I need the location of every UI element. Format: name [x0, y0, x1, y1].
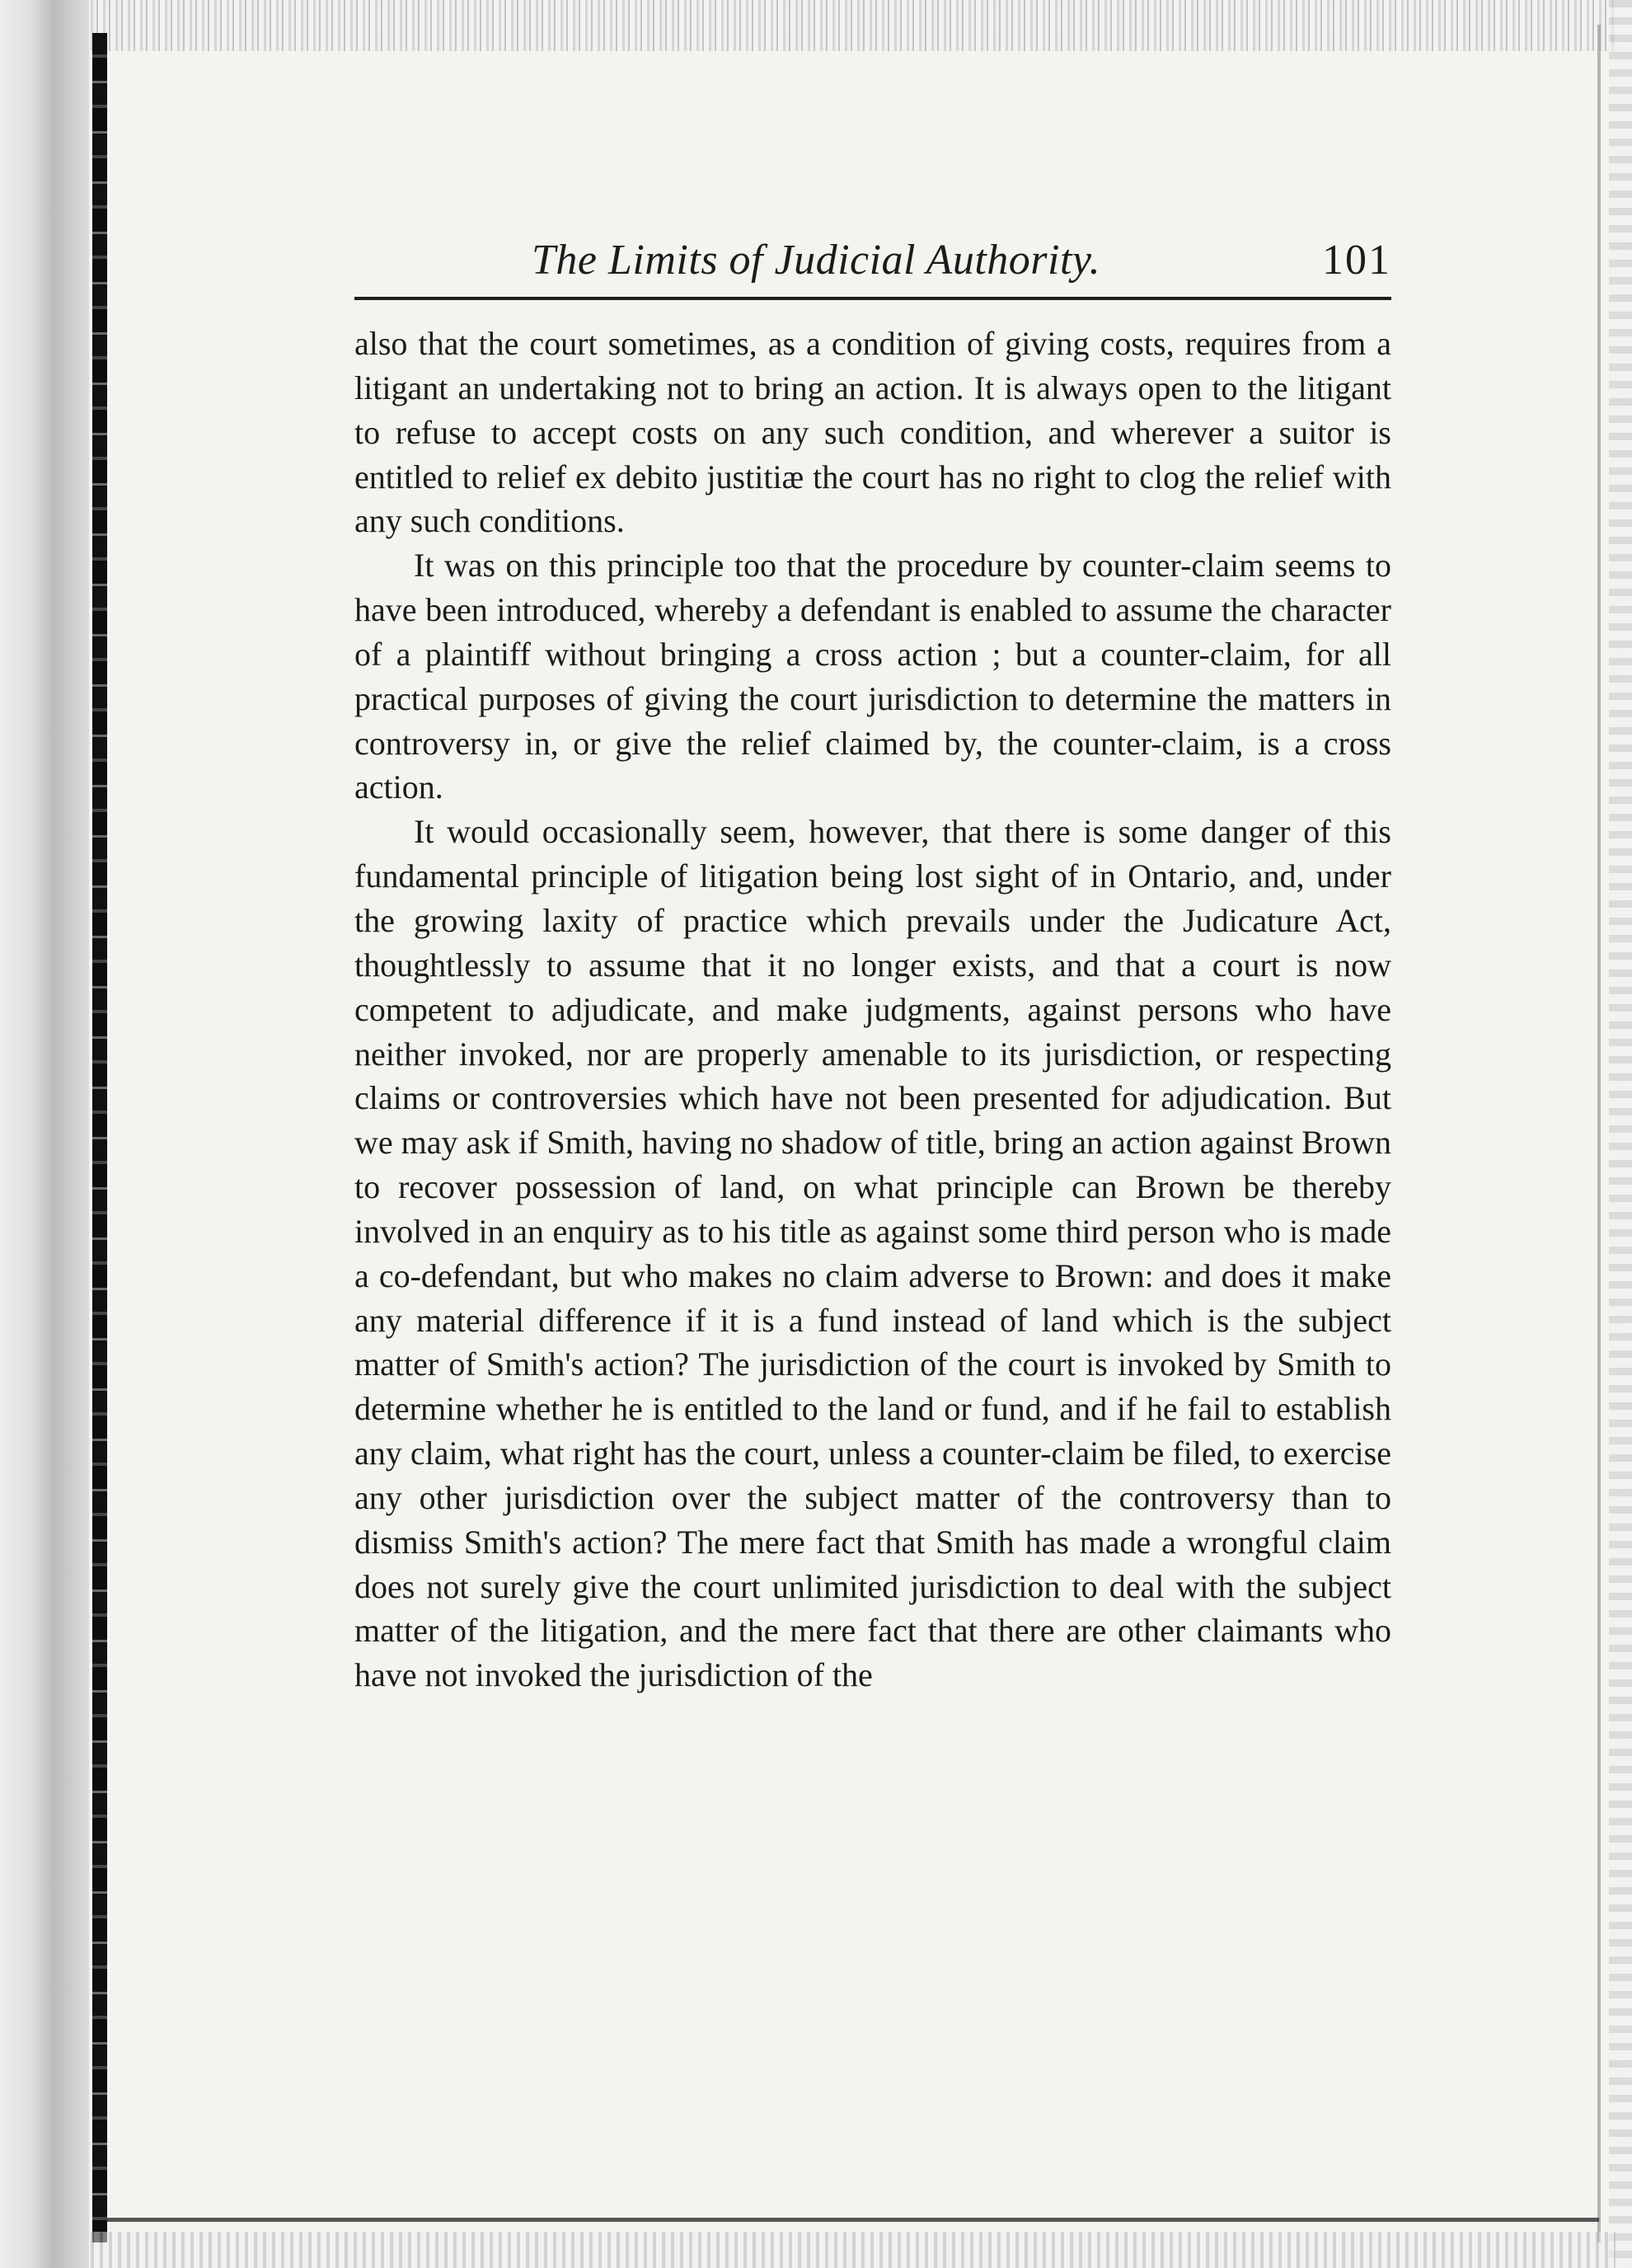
scan-bottom-line	[107, 2218, 1599, 2222]
scan-left-edge	[0, 0, 89, 2268]
scan-bottom-edge	[91, 2232, 1616, 2268]
scan-right-line	[1597, 25, 1601, 2242]
body-text	[354, 322, 1391, 1697]
page-number: 101	[1322, 237, 1391, 284]
scan-left-binding-line	[92, 33, 107, 2242]
running-head	[354, 228, 1391, 293]
running-head-title: The Limits of Judicial Authority.	[532, 237, 1101, 284]
paragraph-1: also that the court sometimes, as a condition of giving costs, requires from a litigant an undertaking not to bring an action. It is always open to the litigant to refuse to accept costs on any such condition, and wherever a suitor is entitled to relief ex debito justitiæ the court has no right to clog the relief with any such conditions.	[354, 325, 1391, 540]
paragraph-3: It would occasionally seem, however, that there is some danger of this fundamental principle of litigation being lost sight of in Ontario, and, under the growing laxity of practice which prevails under the Judicature Act, thoughtlessly to assume that it no longer exists, and that a court is now competent to adjudicate, and make judgments, against persons who have neither invoked, nor are properly amenable to its jurisdiction, or respecting claims or controversies which have not been presented for adjudication. But we may ask if Smith, having no shadow of title, bring an action against Brown to recover possession of land, on what principle can Brown be thereby involved in an enquiry as to his title as against some third person who is made a co-defendant, but who makes no claim adverse to Brown: and does it make any material difference if it is a fund instead of land which is the subject matter of Smith's action? The jurisdiction of the court is invoked by Smith to determine whether he is entitled to the land or fund, and if he fail to establish any claim, what right has the court, unless a counter-claim be filed, to exercise any other jurisdiction over the subject matter of the controversy than to dismiss Smith's action? The mere fact that Smith has made a wrongful claim does not surely give the court unlimited jurisdiction to deal with the subject matter of the litigation, and the mere fact that there are other claimants who have not invoked the jurisdiction of the	[354, 813, 1391, 1694]
paragraph-2: It was on this principle too that the procedure by counter-claim seems to have been introduced, whereby a defendant is enabled to assume the character of a plaintiff without bringing a cross action ; but a counter-claim, for all practical purposes of giving the court jurisdiction to determine the matters in controversy in, or give the relief claimed by, the counter-claim, is a cross action.	[354, 547, 1391, 806]
header-rule	[354, 297, 1391, 300]
scan-right-edge	[1609, 0, 1632, 2268]
scan-top-edge	[91, 0, 1616, 51]
